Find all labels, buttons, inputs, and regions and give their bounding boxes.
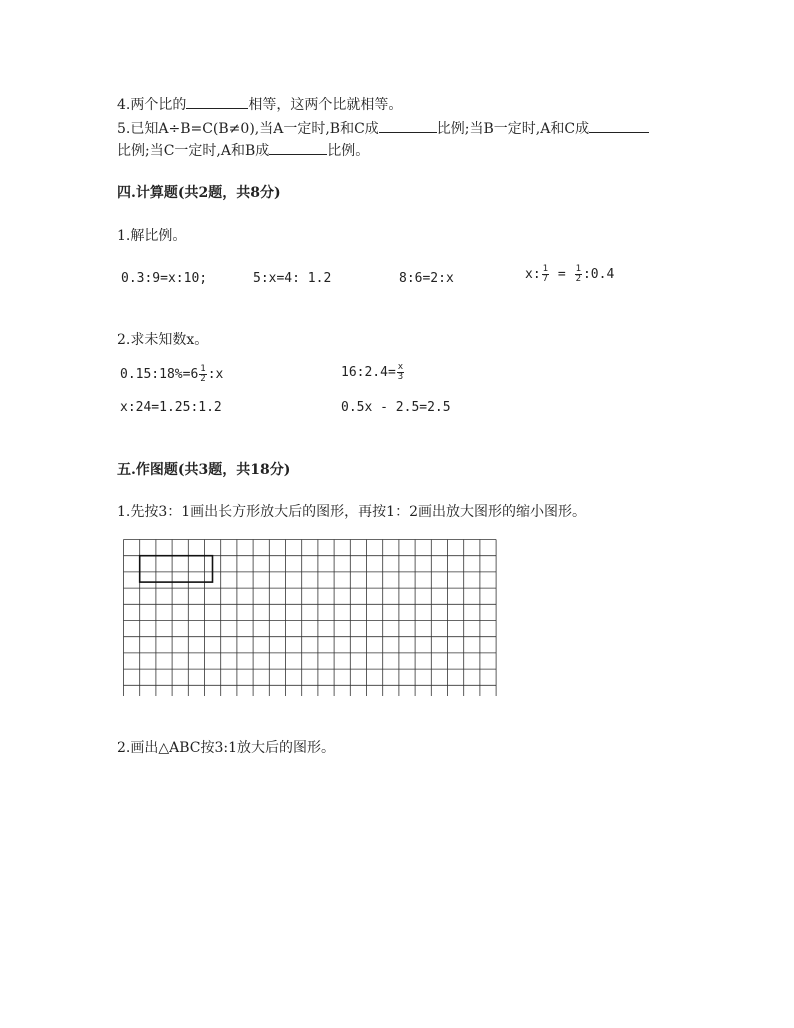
question-5-2-title: 2.画出△ABC按3:1放大后的图形。 (117, 740, 336, 756)
question-4-text-before: 4.两个比的 (117, 97, 187, 113)
question-5-1-title: 1.先按3：1画出长方形放大后的图形，再按1：2画出放大图形的缩小图形。 (117, 504, 586, 520)
equation-6-part-a: 16:2.4= (341, 365, 396, 380)
fraction-numerator: 1 (575, 264, 581, 274)
question-5-text-d: 比例。 (327, 143, 370, 159)
drawing-grid[interactable] (123, 539, 498, 696)
fraction-numerator: x (397, 362, 404, 372)
fraction-numerator: 1 (542, 264, 549, 274)
equation-3: 8:6=2:x (399, 271, 454, 286)
section-4-title: 四.计算题(共2题，共8分) (117, 185, 281, 201)
question-4 (117, 94, 402, 114)
equation-7: x:24=1.25:1.2 (120, 400, 222, 415)
answer-blank[interactable] (269, 140, 327, 155)
question-4-text-after: 相等，这两个比就相等。 (248, 97, 403, 113)
fraction-denominator: 3 (397, 372, 404, 382)
answer-blank[interactable] (186, 94, 248, 109)
question-5-line-1 (117, 118, 649, 138)
equation-5-part-b: :x (207, 367, 224, 382)
fraction-numerator: 1 (200, 364, 206, 374)
fraction-x-over-3 (397, 363, 404, 382)
equation-4-part-a: x: (525, 267, 541, 282)
fraction-one-half (575, 265, 582, 284)
fraction-denominator: 7 (542, 274, 549, 284)
equation-4-part-b: :0.4 (582, 267, 615, 282)
question-5-text-b: 比例;当B一定时,A和C成 (436, 121, 590, 137)
answer-blank[interactable] (379, 118, 437, 133)
question-5-line-2 (117, 140, 369, 160)
equation-5-part-a: 0.15:18%=6 (120, 367, 199, 382)
equation-4 (525, 265, 614, 284)
equation-5 (120, 365, 223, 384)
fraction-denominator: 2 (575, 274, 581, 284)
question-5-text-a: 5.已知A÷B=C(B≠0),当A一定时,B和C成 (117, 121, 379, 137)
question-5-text-c: 比例;当C一定时,A和B成 (117, 143, 270, 159)
answer-blank[interactable] (589, 118, 649, 133)
question-4-2-title: 2.求未知数x。 (117, 332, 209, 348)
equation-6 (341, 363, 405, 382)
fraction-denominator: 2 (200, 374, 206, 384)
section-5-title: 五.作图题(共3题，共18分) (117, 462, 291, 478)
fraction-one-seventh (542, 265, 549, 284)
equals-sign: = (557, 267, 566, 282)
equation-8: 0.5x - 2.5=2.5 (341, 400, 451, 415)
equation-1: 0.3:9=x:10; (121, 271, 208, 286)
fraction-one-half (199, 365, 206, 384)
question-4-1-title: 1.解比例。 (117, 228, 187, 244)
equation-2: 5:x=4: 1.2 (253, 271, 332, 286)
given-rectangle (140, 556, 213, 582)
